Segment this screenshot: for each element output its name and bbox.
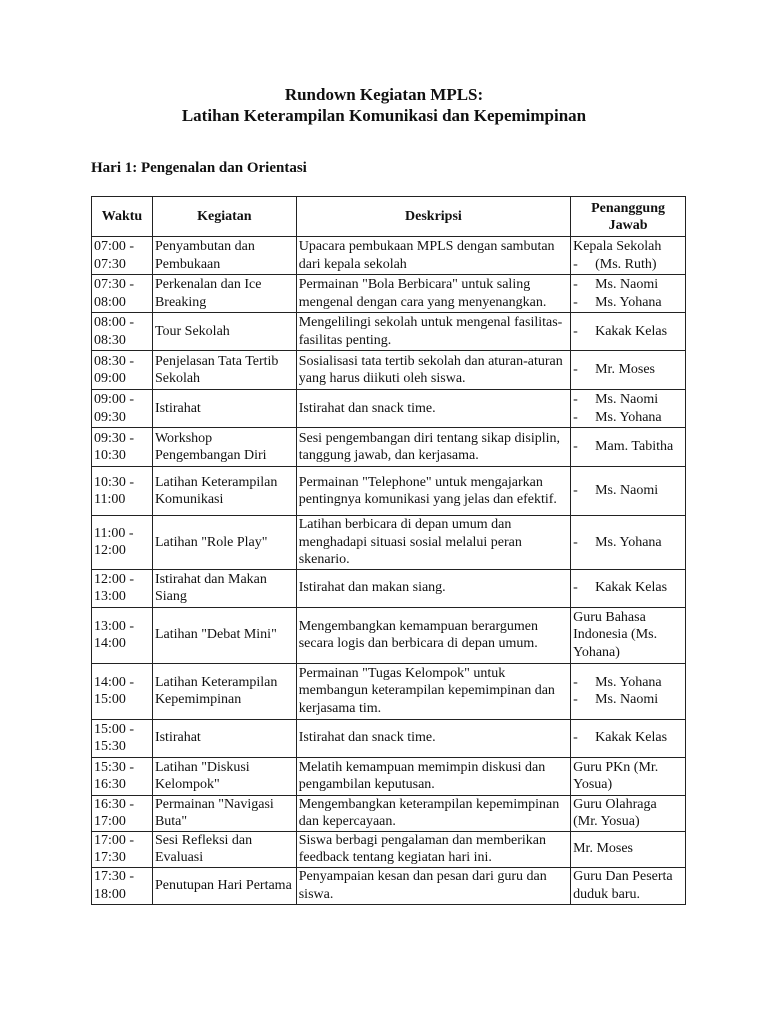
pj-name: Ms. Naomi [595, 392, 659, 407]
cell-waktu: 12:00 - 13:00 [92, 569, 153, 607]
cell-penanggung-jawab [571, 867, 686, 904]
cell-deskripsi: Siswa berbagi pengalaman dan memberikan feedback tentang kegiatan hari ini. [296, 831, 570, 867]
cell-deskripsi: Penyampaian kesan dan pesan dari guru dan siswa. [296, 867, 570, 904]
pj-name: Mam. Tabitha [595, 439, 674, 455]
cell-penanggung-jawab [571, 313, 686, 351]
cell-kegiatan: Istirahat [152, 719, 296, 757]
pj-line [573, 796, 683, 831]
pj-name: Kakak Kelas [595, 730, 668, 746]
pj-name: Mr. Moses [573, 841, 634, 857]
cell-penanggung-jawab [571, 428, 686, 467]
cell-deskripsi: Mengembangkan kemampuan berargumen secara logis dan berbicara di depan umum. [296, 607, 570, 663]
table-row [92, 795, 686, 831]
pj-line [573, 238, 683, 256]
cell-deskripsi: Permainan "Tugas Kelompok" untuk membangun keterampilan kepemimpinan dan kerjasama tim. [296, 663, 570, 719]
cell-waktu: 14:00 - 15:00 [92, 663, 153, 719]
table-header-row [92, 197, 686, 237]
cell-penanggung-jawab [571, 390, 686, 428]
pj-name: Ms. Yohana [595, 534, 662, 550]
dash-marker: - [573, 534, 578, 550]
dash-marker: - [573, 409, 578, 425]
cell-kegiatan: Latihan "Debat Mini" [152, 607, 296, 663]
cell-penanggung-jawab [571, 607, 686, 663]
cell-waktu: 08:30 - 09:00 [92, 351, 153, 390]
cell-penanggung-jawab [571, 516, 686, 570]
cell-penanggung-jawab [571, 467, 686, 516]
table-row [92, 313, 686, 351]
pj-line [573, 482, 683, 500]
cell-deskripsi: Istirahat dan snack time. [296, 390, 570, 428]
pj-name: (Ms. Ruth) [595, 256, 657, 272]
table-row [92, 867, 686, 904]
dash-marker: - [573, 277, 578, 292]
cell-waktu: 15:30 - 16:30 [92, 757, 153, 795]
pj-line [573, 868, 683, 903]
cell-waktu: 07:00 - 07:30 [92, 237, 153, 275]
cell-kegiatan: Sesi Refleksi dan Evaluasi [152, 831, 296, 867]
pj-name: Mr. Moses [595, 362, 656, 378]
cell-deskripsi: Mengelilingi sekolah untuk mengenal fasilitas-fasilitas penting. [296, 313, 570, 351]
pj-name: Guru Dan Peserta duduk baru. [573, 869, 673, 902]
cell-waktu: 17:30 - 18:00 [92, 867, 153, 904]
pj-line [573, 391, 683, 409]
pj-line [573, 409, 683, 427]
table-row [92, 275, 686, 313]
dash-marker: - [573, 674, 578, 690]
pj-line [573, 256, 683, 274]
pj-name: Ms. Yohana [595, 409, 662, 425]
table-row [92, 390, 686, 428]
dash-marker: - [573, 439, 578, 455]
cell-deskripsi: Upacara pembukaan MPLS dengan sambutan dari kepala sekolah [296, 237, 570, 275]
pj-name: Ms. Naomi [595, 277, 659, 292]
pj-name: Kepala Sekolah [573, 239, 662, 254]
cell-penanggung-jawab [571, 663, 686, 719]
table-row [92, 516, 686, 570]
table-row [92, 757, 686, 795]
cell-penanggung-jawab [571, 831, 686, 867]
dash-marker: - [573, 483, 578, 499]
table-row [92, 467, 686, 516]
pj-line [573, 323, 683, 341]
header-penanggung-jawab: Penanggung Jawab [571, 197, 686, 237]
pj-line [573, 361, 683, 379]
cell-penanggung-jawab [571, 757, 686, 795]
table-row [92, 831, 686, 867]
pj-line [573, 438, 683, 456]
header-kegiatan: Kegiatan [152, 197, 296, 237]
cell-waktu: 09:30 - 10:30 [92, 428, 153, 467]
cell-deskripsi: Permainan "Telephone" untuk mengajarkan pentingnya komunikasi yang jelas dan efektif. [296, 467, 570, 516]
cell-kegiatan: Penutupan Hari Pertama [152, 867, 296, 904]
cell-deskripsi: Istirahat dan makan siang. [296, 569, 570, 607]
cell-deskripsi: Mengembangkan keterampilan kepemimpinan dan kepercayaan. [296, 795, 570, 831]
page-subtitle: Latihan Keterampilan Komunikasi dan Kepemimpinan [181, 106, 587, 125]
header-waktu: Waktu [92, 197, 153, 237]
cell-penanggung-jawab [571, 719, 686, 757]
cell-waktu: 11:00 - 12:00 [92, 516, 153, 570]
pj-name: Guru Olahraga (Mr. Yosua) [573, 796, 657, 829]
pj-line [573, 534, 683, 552]
cell-deskripsi: Permainan "Bola Berbicara" untuk saling mengenal dengan cara yang menyenangkan. [296, 275, 570, 313]
pj-name: Kakak Kelas [595, 580, 668, 596]
cell-kegiatan: Latihan "Role Play" [152, 516, 296, 570]
cell-deskripsi: Sosialisasi tata tertib sekolah dan aturan-aturan yang harus diikuti oleh siswa. [296, 351, 570, 390]
pj-line [573, 579, 683, 597]
cell-kegiatan: Latihan "Diskusi Kelompok" [152, 757, 296, 795]
table-row [92, 351, 686, 390]
table-row [92, 237, 686, 275]
cell-penanggung-jawab [571, 795, 686, 831]
cell-kegiatan: Latihan Keterampilan Komunikasi [152, 467, 296, 516]
pj-name: Ms. Yohana [595, 674, 662, 690]
dash-marker: - [573, 256, 578, 272]
table-row [92, 663, 686, 719]
cell-penanggung-jawab [571, 275, 686, 313]
cell-waktu: 16:30 - 17:00 [92, 795, 153, 831]
cell-kegiatan: Workshop Pengembangan Diri [152, 428, 296, 467]
dash-marker: - [573, 580, 578, 596]
page-title: Rundown Kegiatan MPLS: [284, 85, 484, 104]
pj-line [573, 674, 683, 692]
rundown-table [91, 196, 686, 905]
cell-penanggung-jawab [571, 351, 686, 390]
table-row [92, 569, 686, 607]
dash-marker: - [573, 323, 578, 339]
pj-name: Guru Bahasa Indonesia (Ms. Yohana) [573, 609, 658, 660]
cell-waktu: 09:00 - 09:30 [92, 390, 153, 428]
cell-deskripsi: Melatih kemampuan memimpin diskusi dan pengambilan keputusan. [296, 757, 570, 795]
cell-waktu: 07:30 - 08:00 [92, 275, 153, 313]
cell-penanggung-jawab [571, 569, 686, 607]
cell-waktu: 10:30 - 11:00 [92, 467, 153, 516]
pj-line [573, 609, 683, 662]
dash-marker: - [573, 294, 578, 310]
cell-waktu: 15:00 - 15:30 [92, 719, 153, 757]
pj-line [573, 840, 683, 858]
table-row [92, 428, 686, 467]
dash-marker: - [573, 730, 578, 746]
cell-waktu: 13:00 - 14:00 [92, 607, 153, 663]
cell-kegiatan: Istirahat dan Makan Siang [152, 569, 296, 607]
cell-kegiatan: Penyambutan dan Pembukaan [152, 237, 296, 275]
header-deskripsi: Deskripsi [296, 197, 570, 237]
pj-name: Ms. Naomi [595, 692, 659, 707]
pj-line [573, 729, 683, 747]
cell-waktu: 08:00 - 08:30 [92, 313, 153, 351]
cell-deskripsi: Istirahat dan snack time. [296, 719, 570, 757]
pj-name: Ms. Yohana [595, 294, 662, 310]
pj-line [573, 759, 683, 794]
pj-line [573, 294, 683, 312]
pj-name: Ms. Naomi [595, 483, 659, 499]
cell-waktu: 17:00 - 17:30 [92, 831, 153, 867]
cell-kegiatan: Latihan Keterampilan Kepemimpinan [152, 663, 296, 719]
pj-name: Guru PKn (Mr. Yosua) [573, 759, 659, 792]
cell-deskripsi: Latihan berbicara di depan umum dan menghadapi situasi sosial melalui peran skenario. [296, 516, 570, 570]
pj-line [573, 276, 683, 294]
table-row [92, 607, 686, 663]
day-heading: Hari 1: Pengenalan dan Orientasi [91, 160, 307, 176]
cell-kegiatan: Tour Sekolah [152, 313, 296, 351]
cell-kegiatan: Perkenalan dan Ice Breaking [152, 275, 296, 313]
pj-line [573, 691, 683, 709]
dash-marker: - [573, 362, 578, 378]
cell-kegiatan: Penjelasan Tata Tertib Sekolah [152, 351, 296, 390]
dash-marker: - [573, 392, 578, 407]
cell-penanggung-jawab [571, 237, 686, 275]
table-row [92, 719, 686, 757]
pj-name: Kakak Kelas [595, 323, 668, 339]
cell-kegiatan: Permainan "Navigasi Buta" [152, 795, 296, 831]
dash-marker: - [573, 692, 578, 707]
cell-kegiatan: Istirahat [152, 390, 296, 428]
cell-deskripsi: Sesi pengembangan diri tentang sikap disiplin, tanggung jawab, dan kerjasama. [296, 428, 570, 467]
